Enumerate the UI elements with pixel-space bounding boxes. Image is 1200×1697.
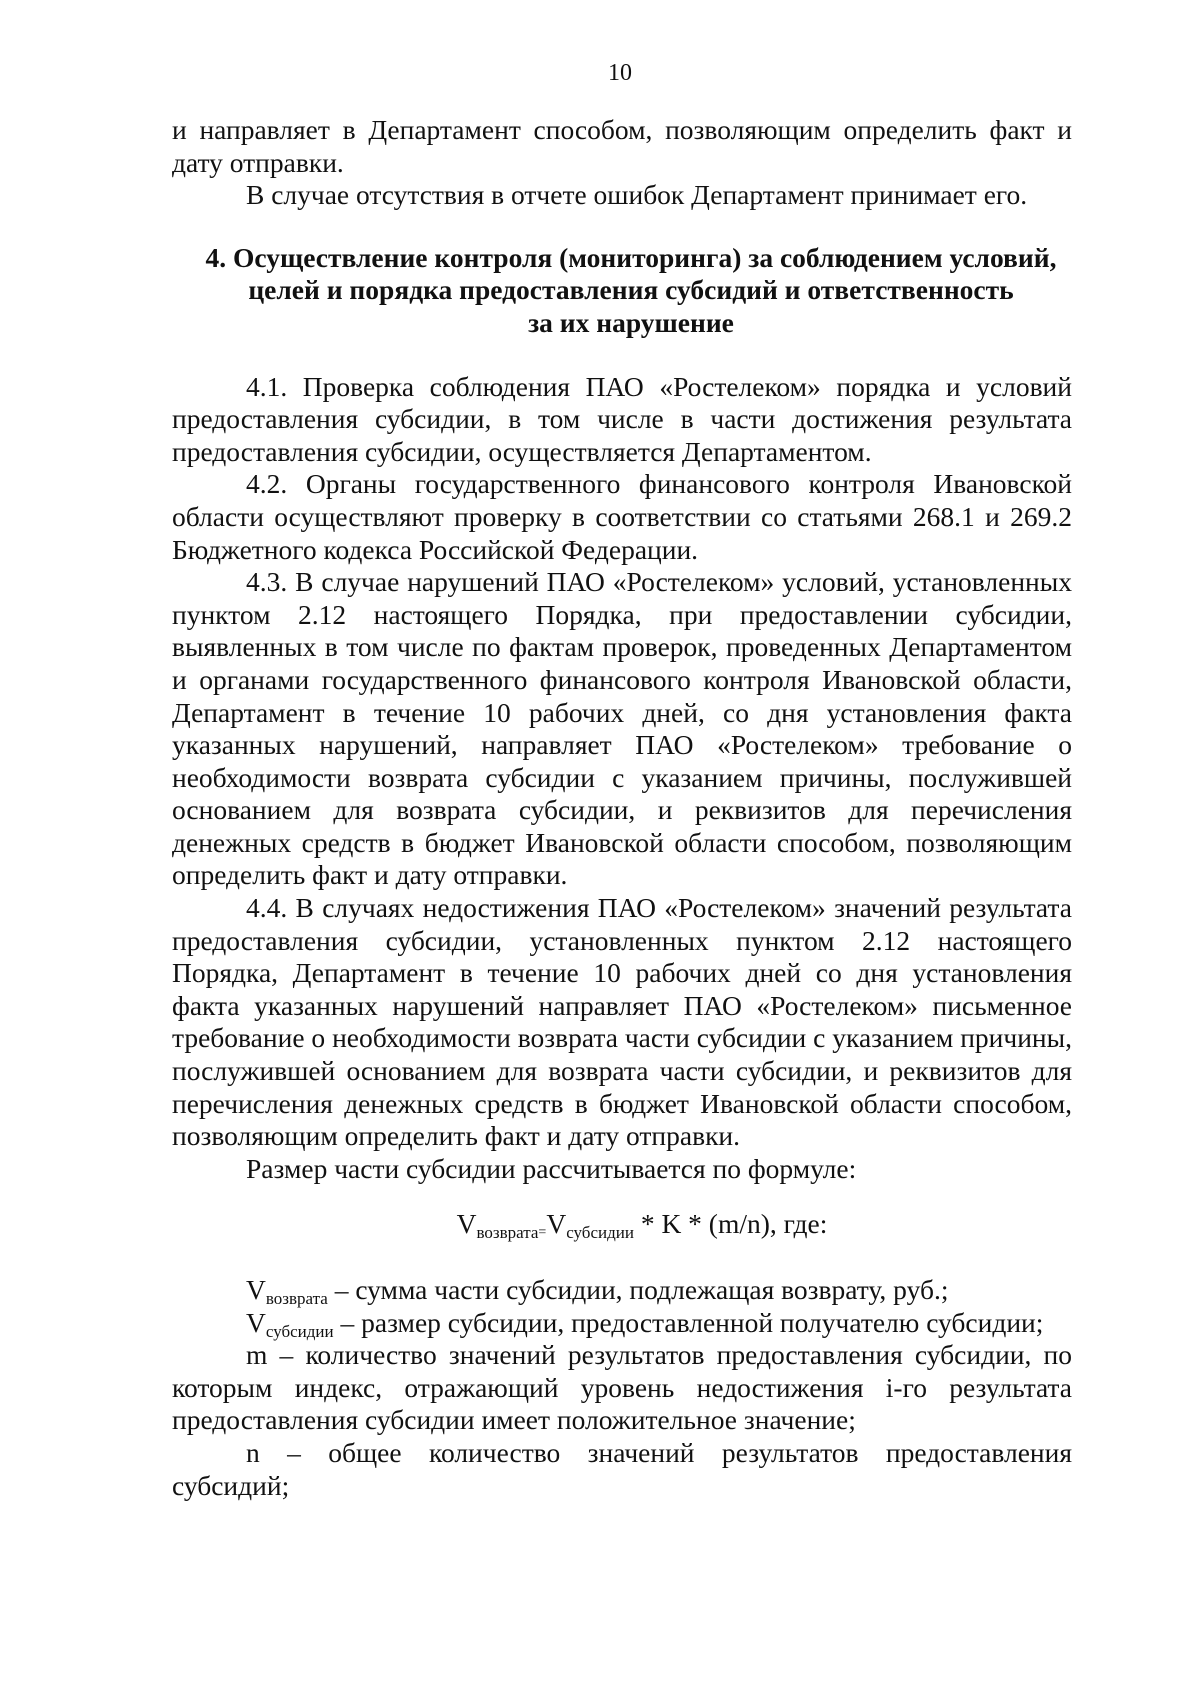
definition-v-return xyxy=(172,1274,1072,1307)
document-body xyxy=(172,114,1072,1502)
formula-rest: * K * (m/n), где: xyxy=(633,1208,828,1240)
section-heading-line: за их нарушение xyxy=(528,306,734,338)
definition-m: m – количество значений результатов предоставления субсидии, по которым индекс, отражающий уровень недостижения i-го результата предоставления субсидии имеет положительное значение; xyxy=(172,1339,1072,1436)
formula-symbol: V xyxy=(456,1208,477,1240)
definition-text: – сумма части субсидии, подлежащая возврату, руб.; xyxy=(327,1274,949,1305)
definition-symbol: V xyxy=(246,1306,266,1338)
section-heading-line: целей и порядка предоставления субсидий и ответственность xyxy=(248,274,1014,306)
formula-intro: Размер части субсидии рассчитывается по формуле: xyxy=(246,1152,857,1184)
paragraph-4-2: 4.2. Органы государственного финансового контроля Ивановской области осуществляют проверку в соответствии со статьями 268.1 и 269.2 Бюджетного кодекса Российской Федерации. xyxy=(172,468,1072,565)
paragraph-4-4: 4.4. В случаях недостижения ПАО «Ростелеком» значений результата предоставления субсидии, установленных пунктом 2.12 настоящего Порядка, Департамент в течение 10 рабочих дней со дня установления факта указанных нарушений направляет ПАО «Ростелеком» письменное требование о необходимости возврата части субсидии с указанием причины, послужившей основанием для возврата части субсидии, и реквизитов для перечисления денежных средств в бюджет Ивановской области способом, позволяющим определить факт и дату отправки. xyxy=(172,892,1072,1152)
paragraph-4-1: 4.1. Проверка соблюдения ПАО «Ростелеком» порядка и условий предоставления субсидии, в том числе в части достижения результата предоставления субсидии, осуществляется Департаментом. xyxy=(172,370,1072,467)
definition-subscript: субсидии xyxy=(265,1321,334,1341)
formula-equals: = xyxy=(538,1225,547,1241)
formula-symbol: V xyxy=(546,1208,567,1240)
section-heading-line: 4. Осуществление контроля (мониторинга) за соблюдением условий, xyxy=(205,241,1057,273)
definition-subscript: возврата xyxy=(265,1289,328,1308)
definition-v-subsidy xyxy=(172,1307,1072,1340)
return-formula xyxy=(172,1208,1072,1250)
section-heading xyxy=(172,242,1072,340)
paragraph-4-3: 4.3. В случае нарушений ПАО «Ростелеком» условий, установленных пунктом 2.12 настоящего Порядка, при предоставлении субсидии, выявленных в том числе по фактам проверок, проведенных Департаментом и органами государственного финансового контроля Ивановской области, Департамент в течение 10 рабочих дней, со дня установления факта указанных нарушений, направляет ПАО «Ростелеком» требование о необходимости возврата субсидии с указанием причины, послужившей основанием для возврата субсидии, и реквизитов для перечисления денежных средств в бюджет Ивановской области способом, позволяющим определить факт и дату отправки. xyxy=(172,566,1072,891)
opening-paragraph: и направляет в Департамент способом, позволяющим определить факт и дату отправки. xyxy=(172,114,1072,178)
definition-n: n – общее количество значений результатов предоставления субсидий; xyxy=(172,1436,1072,1501)
page-number: 10 xyxy=(608,60,632,86)
definition-symbol: V xyxy=(246,1274,266,1305)
formula-subscript: возврата xyxy=(476,1223,539,1243)
definition-text: – размер субсидии, предоставленной получателю субсидии; xyxy=(333,1306,1044,1338)
acceptance-paragraph: В случае отсутствия в отчете ошибок Департамент принимает его. xyxy=(246,179,1028,211)
formula-subscript: субсидии xyxy=(566,1223,634,1243)
